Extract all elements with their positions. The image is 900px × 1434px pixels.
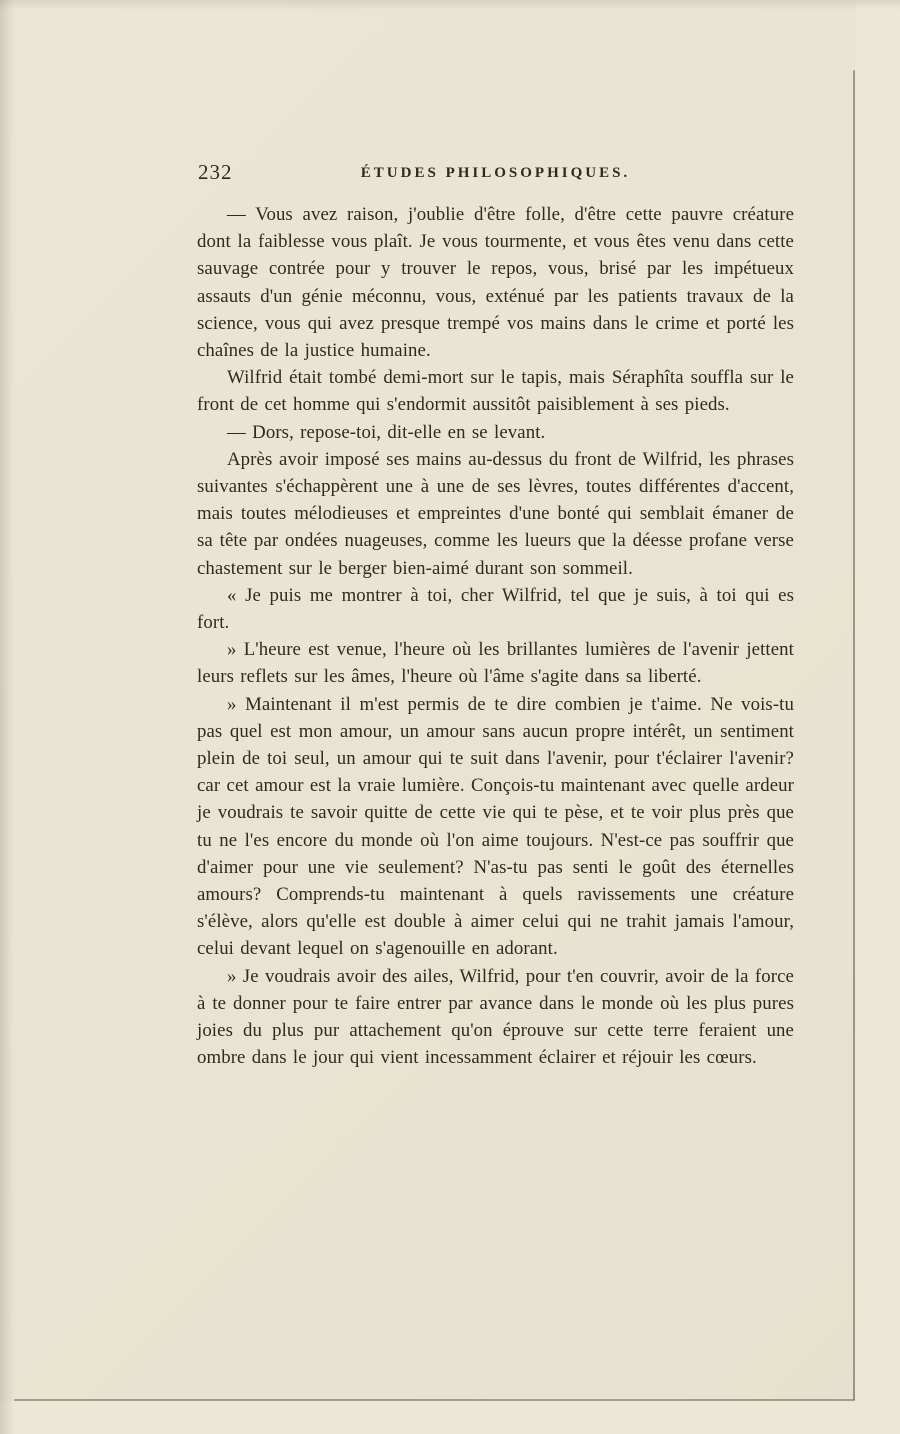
paragraph: » Maintenant il m'est permis de te dire combien je t'aime. Ne vois-tu pas quel est mon amour, un amour sans aucun propre intérêt, un sentiment plein de toi seul, un amour qui te suit dans l'avenir, pour t'éclairer l'avenir? car cet amour est la vraie lumière. Conçois-tu maintenant avec quelle ardeur je voudrais te savoir quitte de cette vie qui te pèse, et te voir plus près que tu ne l'es encore du monde où l'on aime toujours. N'est-ce pas souffrir que d'aimer pour une vie seulement? N'as-tu pas senti le goût des éternelles amours? Comprends-tu maintenant à quels ravissements une créature s'élève, alors qu'elle est double à aimer celui qui ne trahit jamais l'amour, celui devant lequel on s'agenouille en adorant. [197, 693, 794, 960]
text-block [197, 160, 794, 1072]
body-text [197, 201, 794, 1072]
scan-bottom-margin [0, 1401, 900, 1434]
page-edge-right [853, 70, 855, 1400]
paragraph: — Vous avez raison, j'oublie d'être folle, d'être cette pauvre créature dont la faiblesse vous plaît. Je vous tourmente, et vous êtes venu dans cette sauvage contrée pour y trouver le repos, vous, brisé par les impétueux assauts d'un génie méconnu, vous, exténué par les patients travaux de la science, vous qui avez presque trempé vos mains dans le crime et porté les chaînes de la justice humaine. [197, 204, 794, 362]
scan-right-margin [855, 0, 900, 1434]
page-edge-bottom [14, 1399, 855, 1401]
paragraph: Wilfrid était tombé demi-mort sur le tapis, mais Séraphîta souffla sur le front de cet homme qui s'endormit aussitôt paisiblement à ses pieds. [197, 367, 794, 416]
paragraph: — Dors, repose-toi, dit-elle en se levant. [227, 421, 546, 443]
scan-left-shadow [0, 0, 14, 1434]
running-title: ÉTUDES PHILOSOPHIQUES. [360, 165, 631, 181]
paragraph: » L'heure est venue, l'heure où les brillantes lumières de l'avenir jettent leurs reflets sur les âmes, l'heure où l'âme s'agite dans sa liberté. [197, 639, 794, 688]
page-number: 232 [198, 160, 233, 184]
paragraph: » Je voudrais avoir des ailes, Wilfrid, pour t'en couvrir, avoir de la force à te donner pour te faire entrer par avance dans le monde où les plus pures joies du plus pur attachement qu'on éprouve sur cette terre feraient une ombre dans le jour qui vient incessamment éclairer et réjouir les cœurs. [197, 965, 794, 1069]
paragraph: « Je puis me montrer à toi, cher Wilfrid, tel que je suis, à toi qui es fort. [197, 584, 794, 634]
scan-top-shadow [0, 0, 900, 10]
page-header [197, 160, 794, 188]
paragraph: Après avoir imposé ses mains au-dessus du front de Wilfrid, les phrases suivantes s'échappèrent une à une de ses lèvres, toutes différentes d'accent, mais toutes mélodieuses et empreintes d'une bonté qui semblait émaner de sa tête par ondées nuageuses, comme les lueurs que la déesse profane verse chastement sur le berger bien-aimé durant son sommeil. [197, 448, 794, 579]
